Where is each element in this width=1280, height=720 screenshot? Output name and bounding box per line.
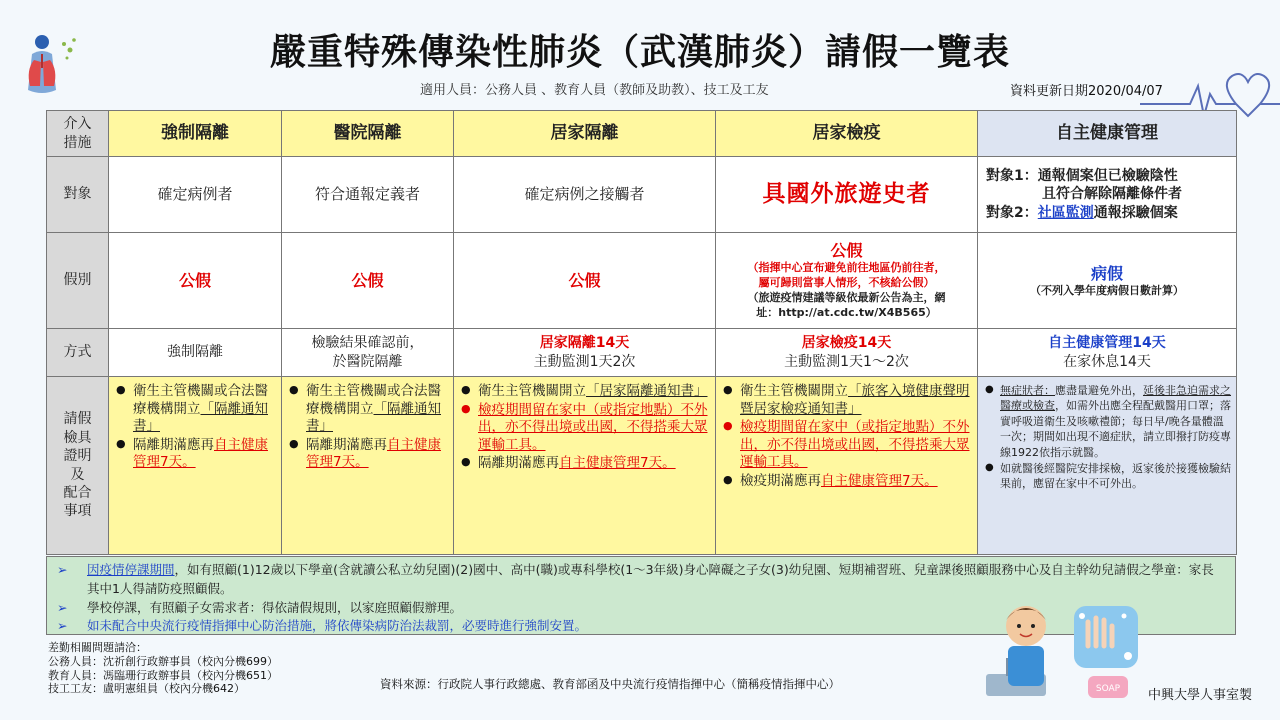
list-item: ● 衛生主管機關開立「旅客入境健康聲明暨居家檢疫通知書」 bbox=[720, 383, 973, 418]
req-c3 bbox=[454, 377, 716, 555]
note-1: ➢ 因疫情停課期間，如有照顧(1)12歲以下學童(含就讀公私立幼兒園)(2)國中、高中(職)或專科學校(1～3年級)身心障礙之子女(3)幼兒園、短期補習班、兒童課後照顧服務中心及自主幹幼兒請假之學童：家長其中1人得請防疫照顧假。 bbox=[57, 561, 1225, 599]
header-row bbox=[47, 111, 1237, 157]
handwashing-illustration bbox=[978, 596, 1148, 716]
header-mandatory-isolation: 強制隔離 bbox=[109, 111, 282, 157]
leave-row bbox=[47, 233, 1237, 329]
requirements-row bbox=[47, 377, 1237, 555]
page-title: 嚴重特殊傳染性肺炎（武漢肺炎）請假一覽表 bbox=[269, 32, 1010, 73]
target-c1: 確定病例者 bbox=[109, 157, 282, 233]
note-3: ➢ 如未配合中央流行疫情指揮中心防治措施，將依傳染病防治法裁罰，必要時進行強制安置。 bbox=[57, 617, 1225, 636]
list-item: ● 衛生主管機關或合法醫療機構開立「隔離通知書」 bbox=[286, 383, 449, 436]
leave-c3: 公假 bbox=[454, 233, 716, 329]
list-item: ● 檢疫期間留在家中（或指定地點）不外出，亦不得出境或出國，不得搭乘大眾運輸工具。 bbox=[458, 402, 711, 455]
leave-table bbox=[46, 110, 1237, 555]
requirements-label: 請假 檢具 證明 及 配合 事項 bbox=[47, 377, 109, 555]
header-home-quarantine: 居家檢疫 bbox=[716, 111, 978, 157]
target-c3: 確定病例之接觸者 bbox=[454, 157, 716, 233]
req-c4 bbox=[716, 377, 978, 555]
method-label: 方式 bbox=[47, 329, 109, 377]
target-row bbox=[47, 157, 1237, 233]
contact-info: 差勤相關問題請洽： 公務人員：沈祈創行政辦事員（校內分機699） 教育人員：馮臨珊行政辦事員（校內分機651） 技工工友：盧明憲組員（校內分機642） bbox=[48, 641, 278, 696]
list-item: ● 衛生主管機關或合法醫療機構開立「隔離通知書」 bbox=[113, 383, 277, 436]
list-item: ● 隔離期滿應再自主健康管理7天。 bbox=[286, 437, 449, 472]
method-c5: 自主健康管理14天 在家休息14天 bbox=[978, 329, 1237, 377]
method-row bbox=[47, 329, 1237, 377]
leave-c4: 公假 （指揮中心宣布避免前往地區仍前往者， 屬可歸則當事人情形，不核給公假） （旅遊疫情建議等級依最新公告為主，網 址：http://at.cdc.tw/X4B565） bbox=[716, 233, 978, 329]
leave-label: 假別 bbox=[47, 233, 109, 329]
header-home-isolation: 居家隔離 bbox=[454, 111, 716, 157]
measure-label: 介入 措施 bbox=[47, 111, 109, 157]
method-c3: 居家隔離14天 主動監測1天2次 bbox=[454, 329, 716, 377]
data-source: 資料來源：行政院人事行政總處、教育部函及中央流行疫情指揮中心（簡稱疫情指揮中心） bbox=[380, 677, 840, 691]
req-c2 bbox=[282, 377, 454, 555]
req-c5 bbox=[978, 377, 1237, 555]
target-c4: 具國外旅遊史者 bbox=[716, 157, 978, 233]
list-item: ● 無症狀者：應盡量避免外出，延後非急迫需求之醫療或檢查，如需外出應全程配戴醫用口罩；落實呼吸道衛生及咳嗽禮節；每日早/晚各量體溫一次；期間如出現不適症狀，請立即撥打防疫專線1922依指示就醫。 bbox=[982, 383, 1232, 460]
list-item: ● 檢疫期間留在家中（或指定地點）不外出，亦不得出境或出國，不得搭乘大眾運輸工具。 bbox=[720, 419, 973, 472]
header-hospital-isolation: 醫院隔離 bbox=[282, 111, 454, 157]
list-item: ● 如就醫後經醫院安排採檢，返家後於接獲檢驗結果前，應留在家中不可外出。 bbox=[982, 461, 1232, 492]
update-date: 資料更新日期2020/04/07 bbox=[1010, 84, 1163, 99]
list-item: ● 隔離期滿應再自主健康管理7天。 bbox=[113, 437, 277, 472]
method-c1: 強制隔離 bbox=[109, 329, 282, 377]
office-credit: 中興大學人事室製 bbox=[1148, 688, 1253, 703]
list-item: ● 隔離期滿應再自主健康管理7天。 bbox=[458, 455, 711, 473]
method-c2: 檢驗結果確認前， 於醫院隔離 bbox=[282, 329, 454, 377]
req-c1 bbox=[109, 377, 282, 555]
note-2: ➢ 學校停課，有照顧子女需求者：得依請假規則，以家庭照顧假辦理。 bbox=[57, 599, 1225, 618]
method-c4: 居家檢疫14天 主動監測1天1～2次 bbox=[716, 329, 978, 377]
header-self-health-management: 自主健康管理 bbox=[978, 111, 1237, 157]
applicable-staff: 適用人員：公務人員 、教育人員（教師及助教）、技工及工友 bbox=[420, 83, 769, 98]
target-c5: 對象1：通報個案但已檢驗陰性 且符合解除隔離條件者 對象2：社區監測通報採驗個案 bbox=[978, 157, 1237, 233]
list-item: ● 衛生主管機關開立「居家隔離通知書」 bbox=[458, 383, 711, 401]
leave-c2: 公假 bbox=[282, 233, 454, 329]
target-c2: 符合通報定義者 bbox=[282, 157, 454, 233]
target-label: 對象 bbox=[47, 157, 109, 233]
list-item: ● 檢疫期滿應再自主健康管理7天。 bbox=[720, 473, 973, 491]
leave-c1: 公假 bbox=[109, 233, 282, 329]
soap-label: SOAP bbox=[1095, 684, 1121, 694]
leave-c5: 病假 （不列入學年度病假日數計算） bbox=[978, 233, 1237, 329]
